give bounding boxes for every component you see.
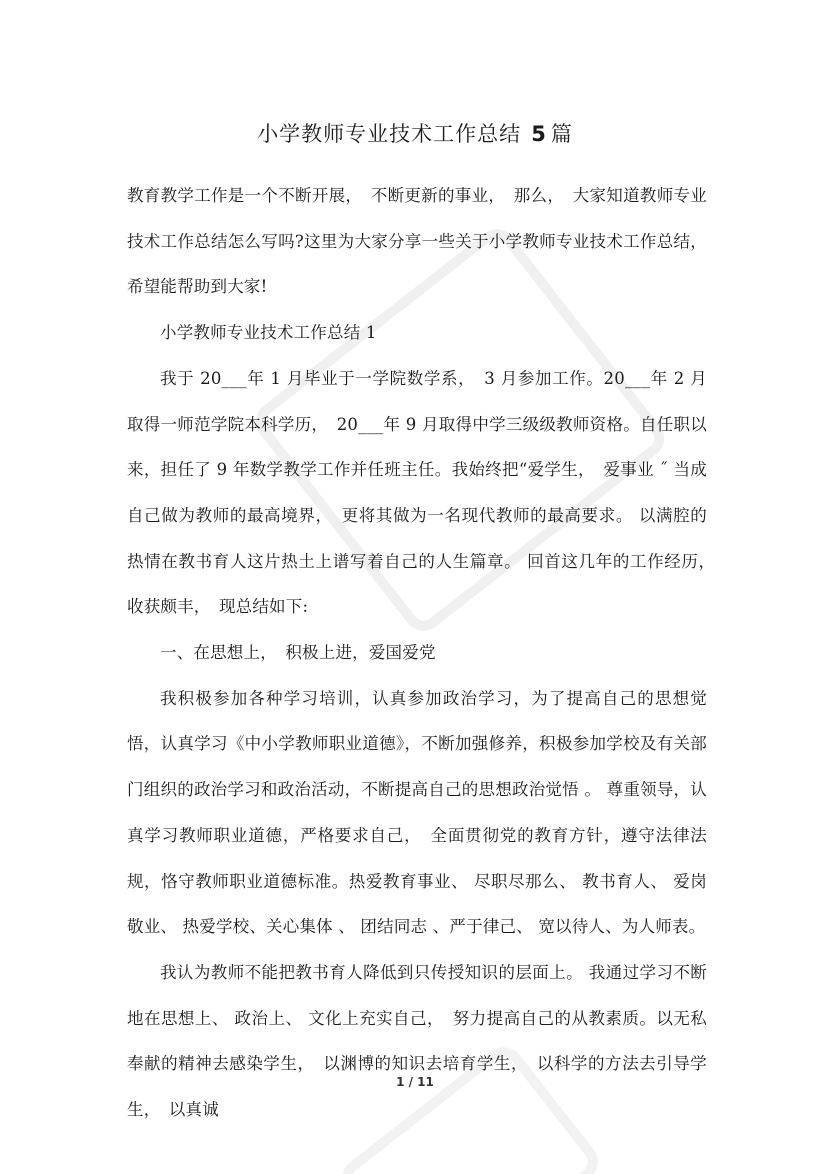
title-suffix: 篇: [550, 122, 573, 146]
paragraph: 我于 20___年 1 月毕业于一学院数学系， 3 月参加工作。20___年 2 月取得一师范学院本科学历， 20___年 9 月取得中学三级级教师资格。自任职以来，担任了 9 年数学教学工作并任班主任。我始终把“爱学生， 爱事业 ˝ 当成自己做为教师的最高境界， 更将其做为一名现代教师的最高要求。 以满腔的热情在教书育人这片热土上谱写着自己的人生篇章。 回首这几年的工作经历， 收获颇丰， 现总结如下:: [127, 368, 724, 617]
document-body: [127, 173, 724, 1133]
section-heading: 小学教师专业技术工作总结 1: [160, 323, 377, 343]
paragraph: 我认为教师不能把教书育人降低到只传授知识的层面上。 我通过学习不断地在思想上、 政治上、 文化上充实自己， 努力提高自己的从教素质。以无私奉献的精神去感染学生， 以渊博的知识去培育学生， 以科学的方法去引导学生， 以真诚: [127, 962, 707, 1120]
page-number: 1 / 11: [396, 1075, 434, 1089]
subsection-heading: 一、在思想上， 积极上进，爱国爱党: [160, 643, 436, 663]
title-number: 5: [531, 122, 547, 146]
paragraph-intro: 教育教学工作是一个不断开展， 不断更新的事业， 那么， 大家知道教师专业技术工作总结怎么写吗?这里为大家分享一些关于小学教师专业技术工作总结，希望能帮助到大家!: [127, 186, 707, 297]
document-title: [0, 119, 830, 149]
paragraph: 我积极参加各种学习培训，认真参加政治学习，为了提高自己的思想觉悟，认真学习《中小学教师职业道德》，不断加强修养，积极参加学校及有关部门组织的政治学习和政治活动，不断提高自己的思想政治觉悟 。 尊重领导，认真学习教师职业道德，严格要求自己， 全面贯彻党的教育方针，遵守法律法规，恪守教师职业道德标准。热爱教育事业、 尽职尽那么、 教书育人、 爱岗敬业、 热爱学校、关心集体 、 团结同志 、严于律己、 宽以待人、为人师表。: [127, 688, 707, 937]
title-text: 小学教师专业技术工作总结: [257, 122, 522, 146]
